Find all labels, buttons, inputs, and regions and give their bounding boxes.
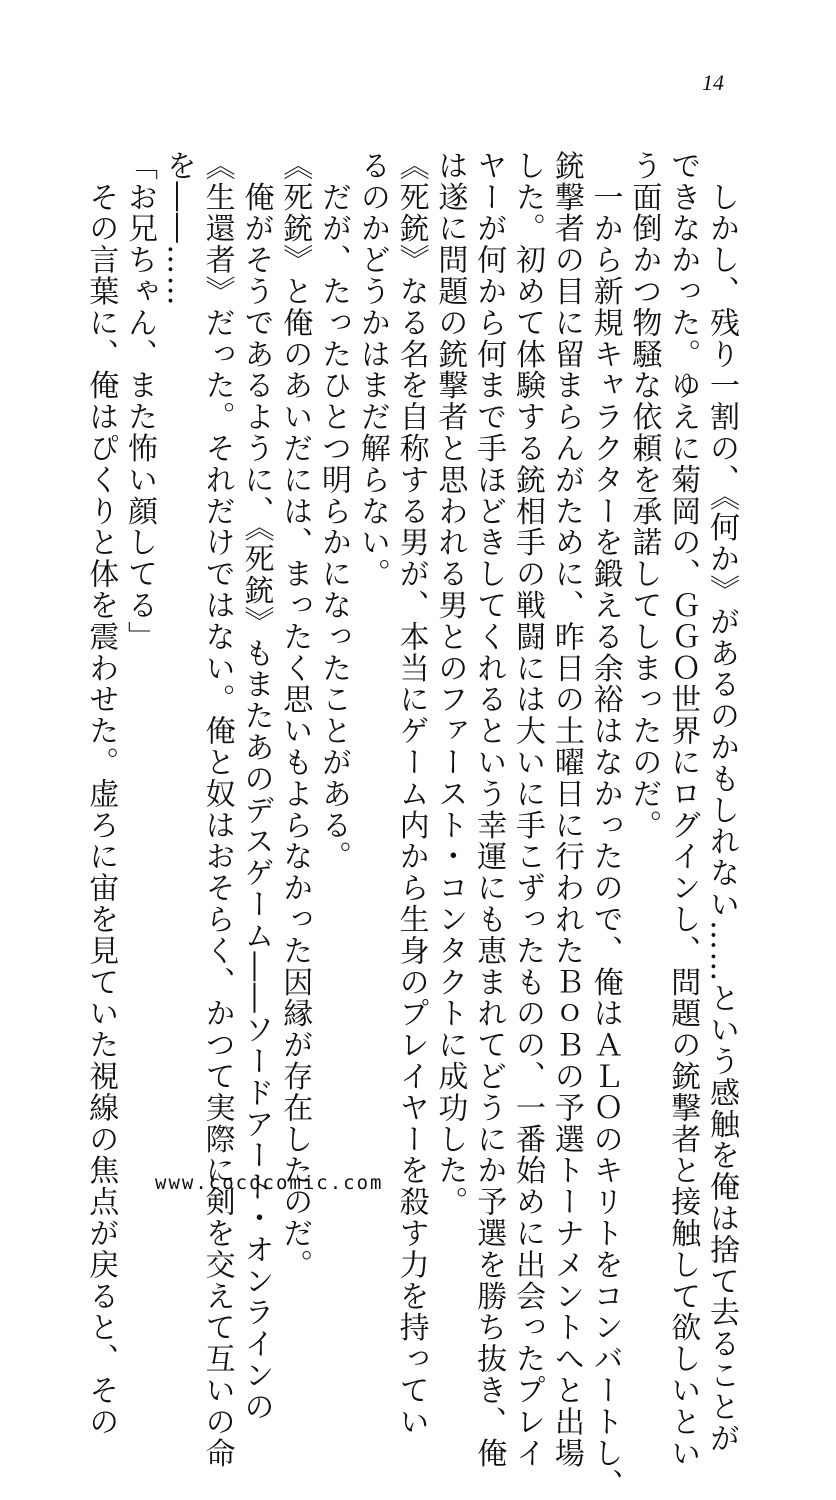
text-line: しかし、残り一割の、《何か》があるのかもしれない……という感触を俺は捨て去ることが xyxy=(704,150,739,1454)
text-line: した。初めて体験する銃相手の戦闘には大いに手こずったものの、一番始めに出会ったプレイ xyxy=(510,150,546,1469)
text-line: は遂に問題の銃撃者と思われる男とのファースト・コンタクトに成功した。 xyxy=(432,150,468,1218)
text-line: 《死銃》と俺のあいだには、まったく思いもよらなかった因縁が存在したのだ。 xyxy=(277,150,313,1281)
text-line: 《生還者》だった。それだけではない。俺と奴はおそらく、かつて実際に剣を交えて互いの命 xyxy=(199,150,235,1469)
footer-watermark-url: www.cococomic.com xyxy=(155,1172,384,1194)
text-line: ヤーが何から何まで手ほどきしてくれるという幸運にも恵まれてどうにか予選を勝ち抜き、俺 xyxy=(471,150,507,1469)
text-line: 銃撃者の目に留まらんがために、昨日の土曜日に行われたＢｏＢの予選トーナメントへと出場 xyxy=(548,150,584,1469)
page-number: 14 xyxy=(702,70,724,95)
text-line: 一から新規キャラクターを鍛える余裕はなかったので、俺はＡＬＯのキリトをコンバートし、 xyxy=(587,150,623,1500)
text-line: を――…… xyxy=(160,150,196,307)
text-line: その言葉に、俺はぴくりと体を震わせた。虚ろに宙を見ていた視線の焦点が戻ると、その xyxy=(83,150,119,1438)
text-line: 俺がそうであるように、《死銃》もまたあのデスゲーム――ソードアート・オンラインの xyxy=(238,150,274,1423)
text-line: う面倒かつ物騒な依頼を承諾してしまったのだ。 xyxy=(626,150,662,841)
text-line: だが、たったひとつ明らかになったことがある。 xyxy=(316,150,352,873)
text-line: できなかった。ゆえに菊岡の、ＧＧＯ世界にログインし、問題の銃撃者と接触して欲しいとい xyxy=(665,150,701,1469)
dialogue-line: 「お兄ちゃん、また怖い顔してる」 xyxy=(122,150,158,653)
text-line: るのかどうかはまだ解らない。 xyxy=(354,150,390,590)
text-line: 《死銃》なる名を自称する男が、本当にゲーム内から生身のプレイヤーを殺す力を持ってい xyxy=(393,150,429,1438)
